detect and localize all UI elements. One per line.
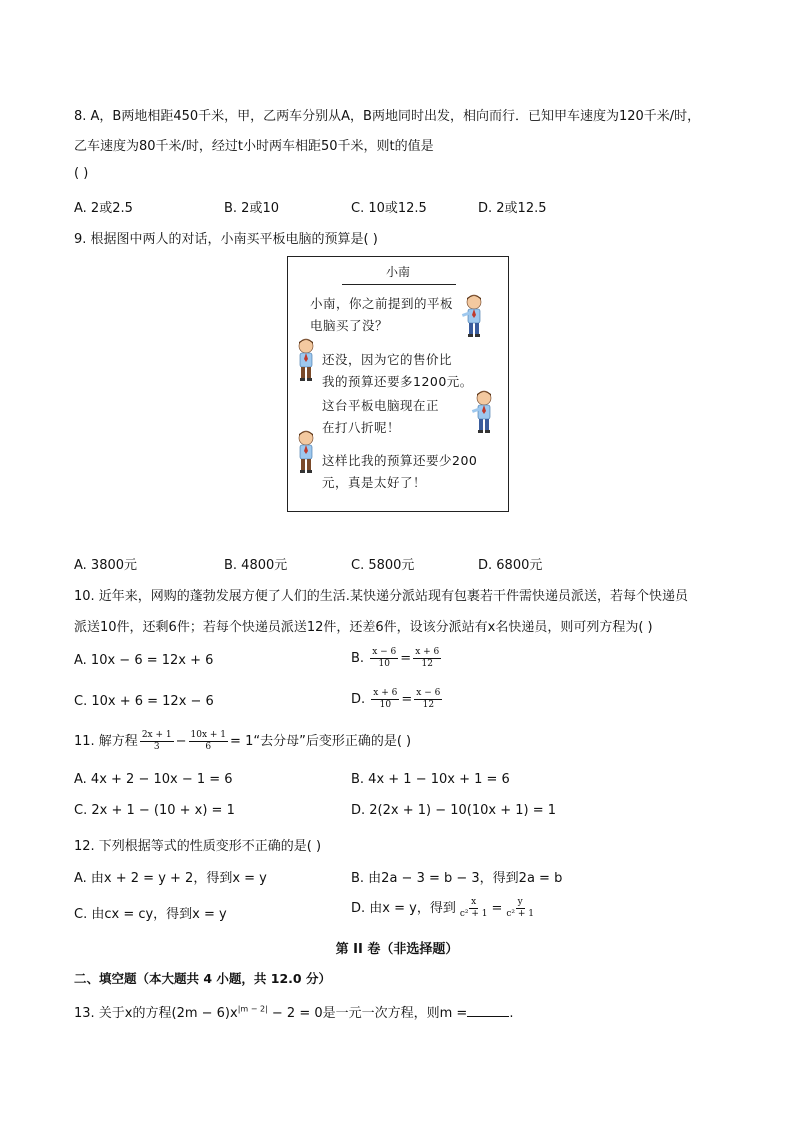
- friend-figure-2-icon: [470, 389, 498, 435]
- q13-answer-blank[interactable]: [467, 1004, 509, 1017]
- q11-option-c: C. 2x + 1 − (10 + x) = 1: [74, 803, 235, 818]
- dialog-bubble-3: 这台平板电脑现在正 在打八折呢！: [322, 398, 440, 435]
- q12-stem: 12. 下列根据等式的性质变形不正确的是( ): [74, 839, 322, 854]
- q10-option-c: C. 10x + 6 = 12x − 6: [74, 694, 214, 709]
- q10-b-fraction-right: $\frac{x + 6}{12}$: [415, 647, 440, 669]
- q10-option-a: A. 10x − 6 = 12x + 6: [74, 653, 214, 668]
- q12-option-a: A. 由x + 2 = y + 2，得到x = y: [74, 871, 267, 886]
- xiaonan-figure-2-icon: [292, 429, 320, 475]
- q8-option-d: D. 2或12.5: [478, 201, 547, 216]
- q8-option-c: C. 10或12.5: [351, 201, 427, 216]
- q9-option-a: A. 3800元: [74, 558, 138, 573]
- part2-title: 第 II 卷（非选择题）: [335, 942, 459, 957]
- q12-d-fraction-right: $\frac{y}{\text{c² + 1}}$: [506, 897, 535, 919]
- q10-option-b: B. $\frac{x - 6}{10}$ = $\frac{x + 6}{12}$: [351, 647, 440, 669]
- q9-option-b: B. 4800元: [224, 558, 288, 573]
- q12-option-b: B. 由2a − 3 = b − 3，得到2a = b: [351, 871, 563, 886]
- dialog-title: 小南: [385, 265, 410, 279]
- q12-option-d: D. 由x = y，得到 $\frac{x}{\text{c² + 1}}$ = $\frac{y}{\text{c² + 1}}$: [351, 897, 535, 919]
- q9-option-c: C. 5800元: [351, 558, 415, 573]
- q8-paren: ( ): [74, 166, 89, 181]
- section2-heading: 二、填空题（本大题共 4 小题，共 12.0 分）: [74, 971, 331, 986]
- q11-option-b: B. 4x + 1 − 10x + 1 = 6: [351, 772, 510, 787]
- q10-d-fraction-left: $\frac{x + 6}{10}$: [373, 688, 398, 710]
- q13-exponent: |m − 2|: [237, 1004, 268, 1014]
- dialog-bubble-1: 小南，你之前提到的平板 电脑买了没？: [310, 296, 454, 333]
- q10-option-d: D. $\frac{x + 6}{10}$ = $\frac{x - 6}{12}$: [351, 688, 441, 710]
- q9-stem: 9. 根据图中两人的对话，小南买平板电脑的预算是( ): [74, 232, 378, 247]
- q9-option-d: D. 6800元: [478, 558, 543, 573]
- dialog-figure: [287, 256, 509, 512]
- q13-stem: 13. 关于x的方程$(2m - 6)x^{|m - 2|} - 2 = 0$是一元一次方程，则m = .: [74, 1004, 514, 1021]
- dialog-title-underline: [342, 284, 456, 285]
- q8-option-a: A. 2或2.5: [74, 201, 133, 216]
- q11-stem: 11. 解方程 $\frac{2x + 1}{3}$ − $\frac{10x + 1}{6}$ = 1“去分母”后变形正确的是( ): [74, 730, 412, 752]
- q11-fraction-2: $\frac{10x + 1}{6}$: [190, 730, 227, 752]
- dialog-bubble-2: 还没，因为它的售价比 我的预算还要多1200元。: [322, 352, 473, 389]
- q12-d-fraction-left: $\frac{x}{\text{c² + 1}}$: [459, 897, 488, 919]
- q10-b-fraction-left: $\frac{x - 6}{10}$: [372, 647, 397, 669]
- q12-option-c: C. 由cx = cy，得到x = y: [74, 907, 227, 922]
- q10-line2: 派送10件，还剩6件；若每个快递员派送12件，还差6件，设该分派站有x名快递员，则可列方程为( ): [74, 620, 653, 635]
- q11-option-a: A. 4x + 2 − 10x − 1 = 6: [74, 772, 233, 787]
- q8-line2: 乙车速度为80千米/时，经过t小时两车相距50千米，则t的值是: [74, 139, 434, 154]
- dialog-bubble-4: 这样比我的预算还要少200 元，真是太好了！: [322, 453, 478, 490]
- q10-d-fraction-right: $\frac{x - 6}{12}$: [416, 688, 441, 710]
- q11-fraction-1: $\frac{2x + 1}{3}$: [141, 730, 172, 752]
- q8-line1: 8. A，B两地相距450千米，甲，乙两车分别从A，B两地同时出发，相向而行．已知甲车速度为120千米/时，: [74, 109, 701, 124]
- friend-figure-icon: [460, 293, 488, 339]
- xiaonan-figure-icon: [292, 337, 320, 383]
- q11-option-d: D. 2(2x + 1) − 10(10x + 1) = 1: [351, 803, 557, 818]
- q8-option-b: B. 2或10: [224, 201, 279, 216]
- q10-line1: 10. 近年来，网购的蓬勃发展方便了人们的生活.某快递分派站现有包裹若干件需快递员派送，若每个快递员: [74, 589, 688, 604]
